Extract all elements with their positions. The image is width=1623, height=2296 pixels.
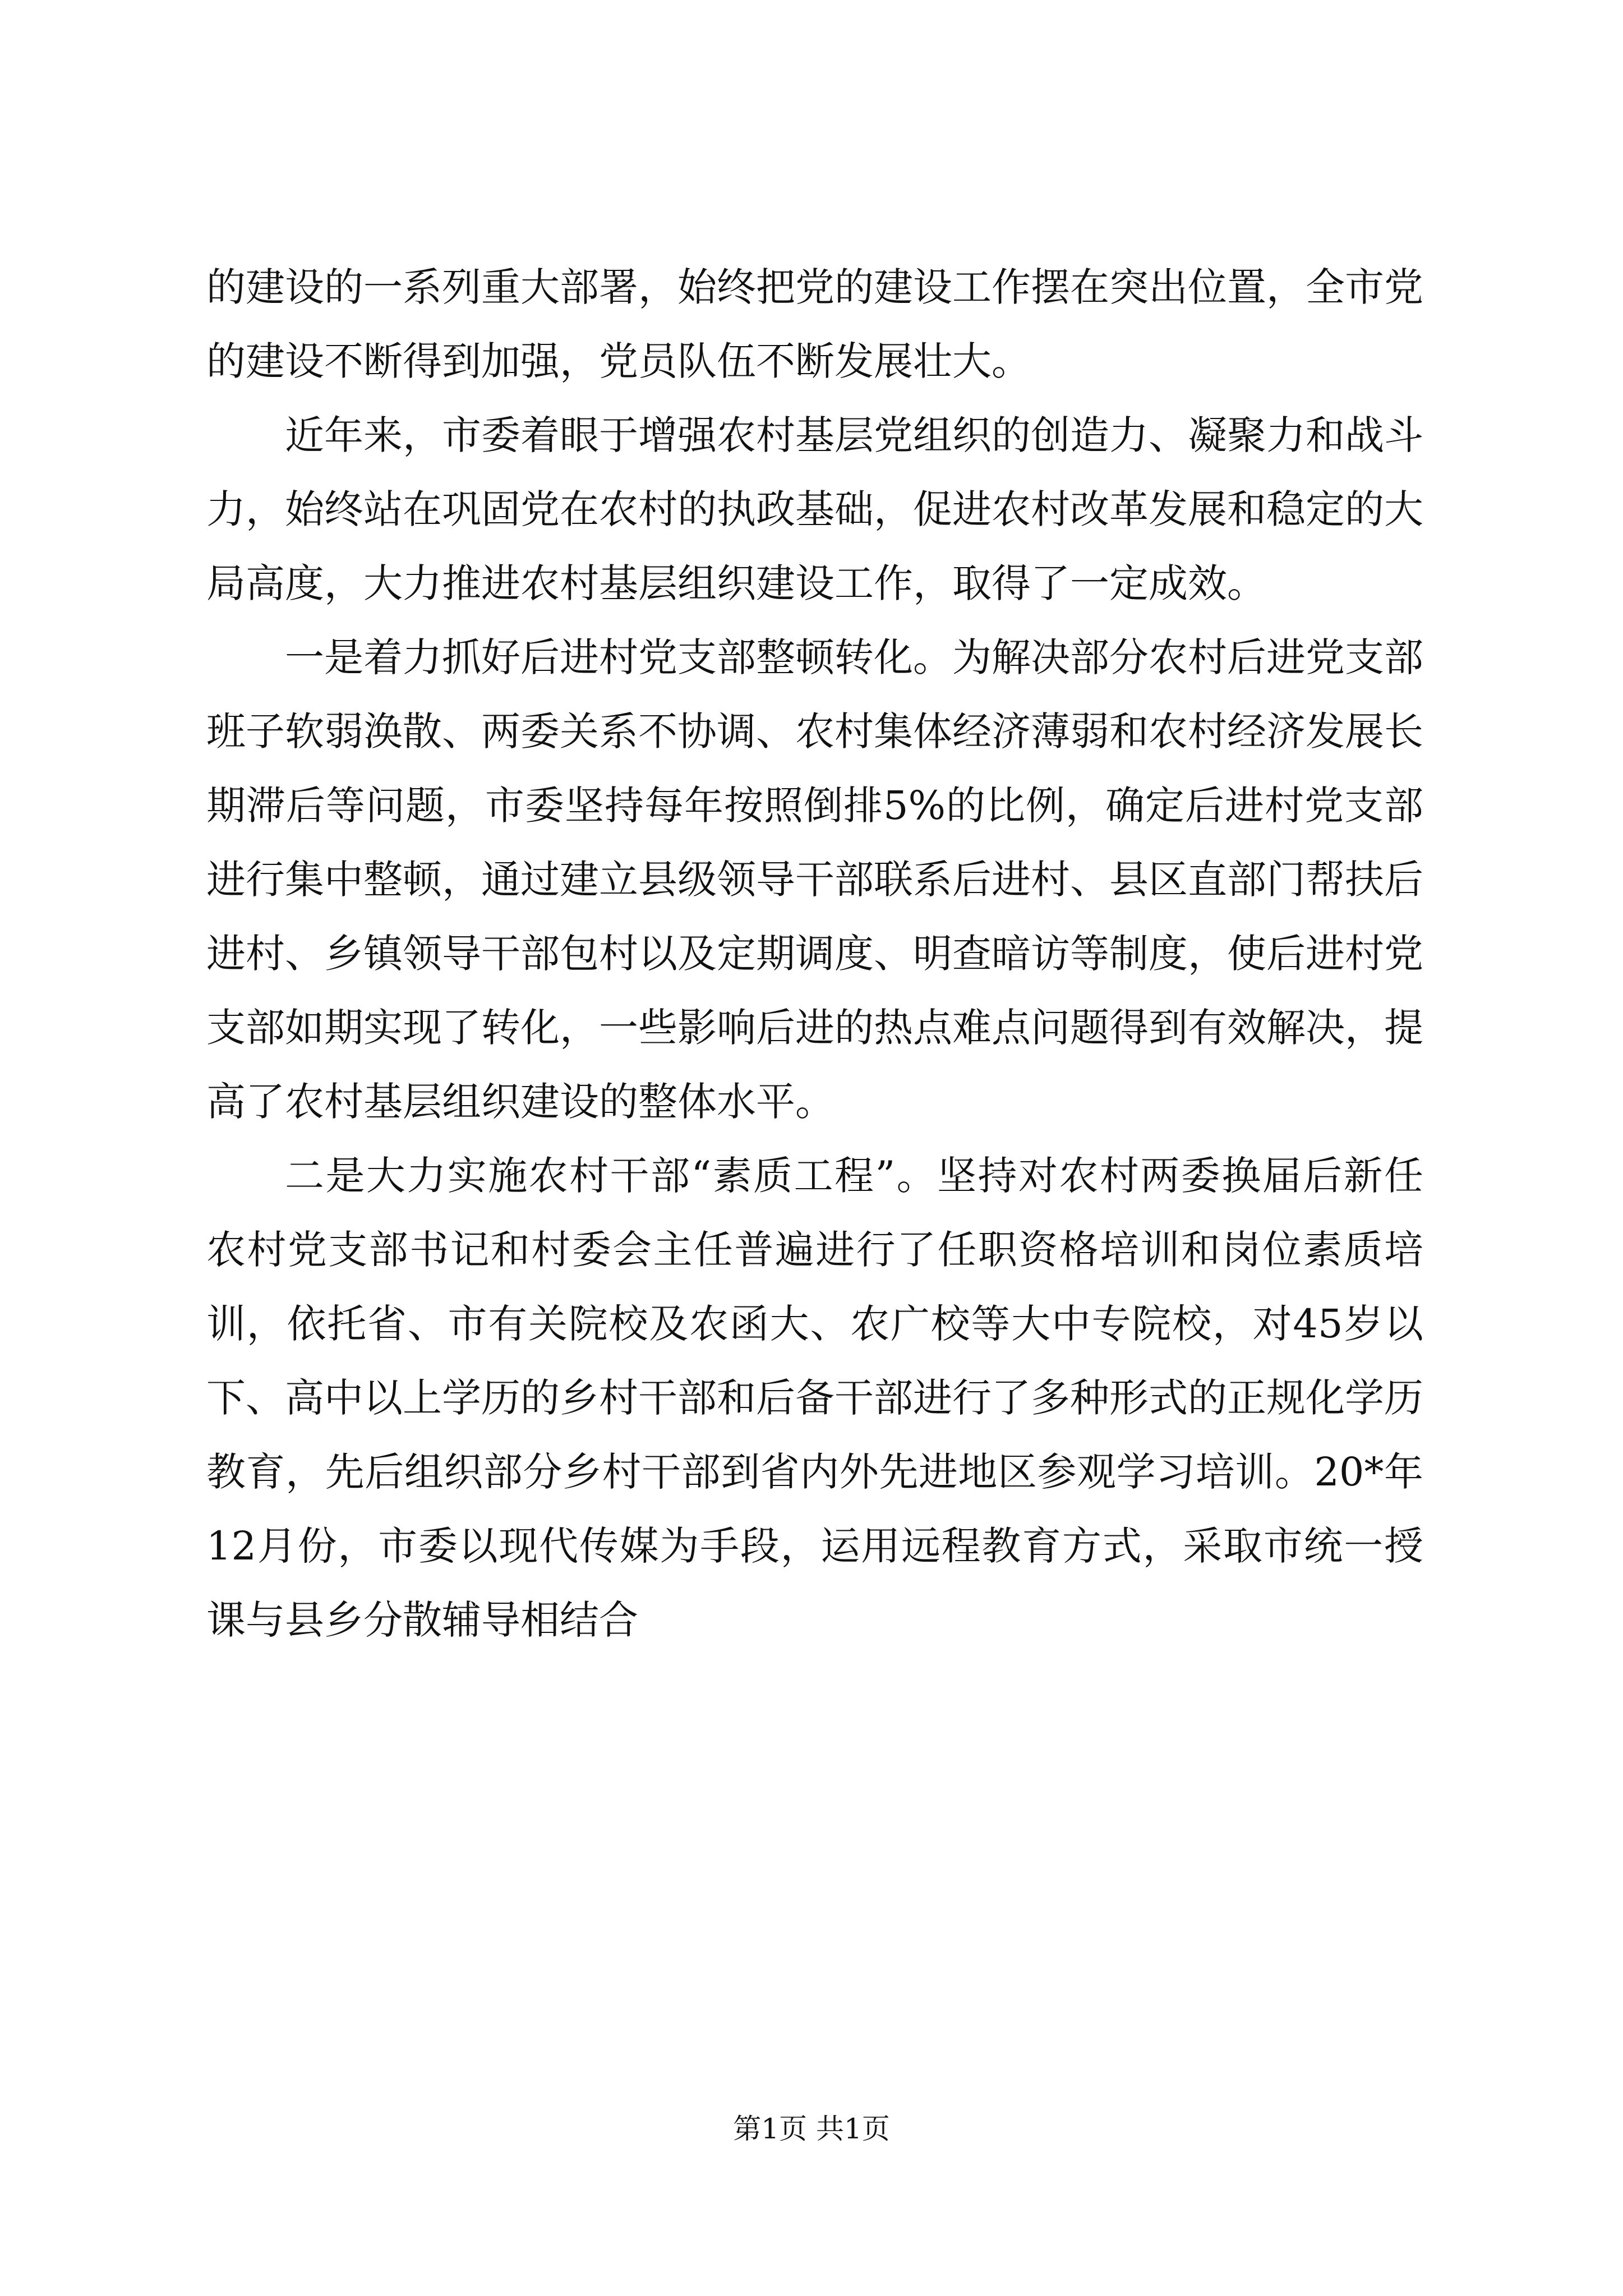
paragraph-point-one: 一是着力抓好后进村党支部整顿转化。为解决部分农村后进党支部班子软弱涣散、两委关系不协调、农村集体经济薄弱和农村经济发展长期滞后等问题，市委坚持每年按照倒排5%的比例，确定后进村党支部进行集中整顿，通过建立县级领导干部联系后进村、县区直部门帮扶后进村、乡镇领导干部包村以及定期调度、明查暗访等制度，使后进村党支部如期实现了转化，一些影响后进的热点难点问题得到有效解决，提高了农村基层组织建设的整体水平。 xyxy=(206,634,1423,1125)
paragraph-continuation: 的建设的一系列重大部署，始终把党的建设工作摆在突出位置，全市党的建设不断得到加强，党员队伍不断发展壮大。 xyxy=(206,264,1423,384)
paragraph-point-two: 二是大力实施农村干部“素质工程”。坚持对农村两委换届后新任农村党支部书记和村委会主任普遍进行了任职资格培训和岗位素质培训，依托省、市有关院校及农函大、农广校等大中专院校，对45岁以下、高中以上学历的乡村干部和后备干部进行了多种形式的正规化学历教育，先后组织部分乡村干部到省内外先进地区参观学习培训。20*年12月份，市委以现代传媒为手段，运用远程教育方式，采取市统一授课与县乡分散辅导相结合 xyxy=(206,1153,1423,1643)
page-number-indicator: 第1页 共1页 xyxy=(733,2113,890,2145)
paragraph-intro: 近年来，市委着眼于增强农村基层党组织的创造力、凝聚力和战斗力，始终站在巩固党在农村的执政基础，促进农村改革发展和稳定的大局高度，大力推进农村基层组织建设工作，取得了一定成效。 xyxy=(206,412,1423,606)
document-body xyxy=(206,250,1423,1657)
page-footer xyxy=(0,2109,1623,2148)
